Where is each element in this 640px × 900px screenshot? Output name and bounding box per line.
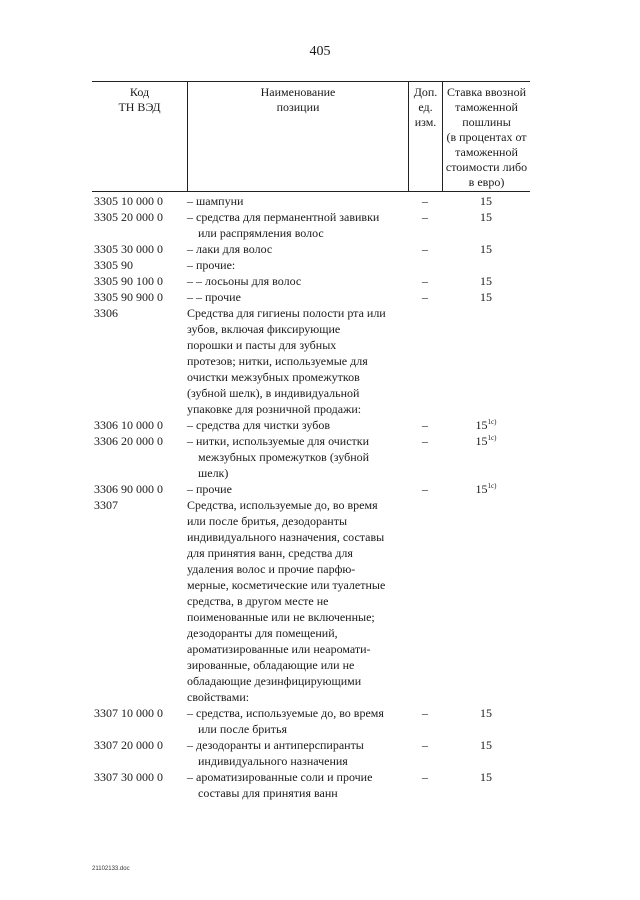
duty-rate-footnote: 1с)	[487, 434, 497, 442]
header-rate-line: Ставка ввозной	[446, 85, 527, 99]
position-name-line: дезодоранты для помещений,	[187, 626, 338, 640]
duty-rate-value: 15	[480, 770, 492, 784]
tnved-code: 3305 90 900 0	[94, 290, 163, 304]
header-unit-line: Доп.	[413, 85, 438, 99]
header-rate-line: таможенной	[455, 100, 518, 114]
header-unit-line: изм.	[414, 115, 437, 129]
position-name-line: упаковке для розничной продажи:	[187, 402, 362, 416]
position-name-line: протезов; нитки, используемые для	[187, 354, 368, 368]
table-row	[92, 289, 530, 305]
duty-rate-footnote: 1с)	[487, 418, 497, 426]
position-name-line: – прочие	[187, 482, 232, 496]
tnved-code: 3305 10 000 0	[94, 194, 163, 208]
duty-rate-value: 15	[480, 706, 492, 720]
position-name-line: – средства для чистки зубов	[187, 418, 330, 432]
duty-rate-value: 15	[480, 290, 492, 304]
position-name	[187, 769, 408, 801]
duty-rate	[442, 433, 530, 481]
duty-rate-value: 15	[480, 738, 492, 752]
header-rate-line: (в процентах от	[446, 130, 527, 144]
table-row	[92, 769, 530, 801]
header-code-line: ТН ВЭД	[118, 100, 161, 114]
additional-unit: –	[422, 242, 428, 256]
position-name	[187, 705, 408, 737]
footer-file-name: 21102133.doc	[92, 866, 130, 872]
position-name-line: – лаки для волос	[187, 242, 273, 256]
duty-rate	[442, 481, 530, 497]
header-rate	[442, 82, 530, 191]
position-name-line: или распрямления волос	[198, 226, 324, 240]
table-row	[92, 481, 530, 497]
header-unit	[408, 82, 442, 191]
position-name-line: – – лосьоны для волос	[187, 274, 302, 288]
position-name	[187, 497, 408, 705]
duty-rate	[442, 737, 530, 769]
position-name-line: средства, в другом месте не	[187, 594, 329, 608]
position-name	[187, 257, 408, 273]
position-name-line: (зубной шелк), в индивидуальной	[187, 386, 360, 400]
position-name	[187, 193, 408, 209]
additional-unit: –	[422, 194, 428, 208]
position-name-line: или после бритья, дезодоранты	[187, 514, 348, 528]
duty-rate-value: 15	[475, 418, 488, 432]
table-row	[92, 209, 530, 241]
duty-rate-value: 15	[480, 194, 492, 208]
position-name-line: – средства, используемые до, во время	[187, 706, 384, 720]
header-rate-line: пошлины	[462, 115, 511, 129]
duty-rate	[442, 273, 530, 289]
additional-unit	[408, 305, 442, 417]
position-name-line: индивидуального назначения	[198, 754, 348, 768]
page-number: 405	[309, 44, 331, 59]
tnved-code: 3306 90 000 0	[94, 482, 163, 496]
table-row	[92, 241, 530, 257]
tariff-table	[92, 81, 530, 801]
position-name-line: индивидуального назначения, составы	[187, 530, 385, 544]
position-name	[187, 289, 408, 305]
position-name-line: свойствами:	[187, 690, 250, 704]
position-name-line: – ароматизированные соли и прочие	[187, 770, 373, 784]
tnved-code: 3305 90	[94, 258, 133, 272]
duty-rate	[442, 193, 530, 209]
additional-unit: –	[422, 290, 428, 304]
duty-rate-value: 15	[475, 482, 488, 496]
header-rate-line: стоимости либо	[445, 160, 528, 174]
tnved-code: 3307	[94, 498, 118, 512]
position-name-line: для принятия ванн, средства для	[187, 546, 353, 560]
duty-rate	[442, 497, 530, 705]
additional-unit	[408, 257, 442, 273]
duty-rate-value: 15	[480, 242, 492, 256]
additional-unit: –	[422, 482, 428, 496]
duty-rate	[442, 305, 530, 417]
position-name-line: – средства для перманентной завивки	[187, 210, 380, 224]
table-row	[92, 705, 530, 737]
header-unit-line: ед.	[418, 100, 433, 114]
header-code-line: Код	[129, 85, 150, 99]
header-name-line: Наименование	[260, 85, 336, 99]
additional-unit: –	[422, 770, 428, 784]
additional-unit	[408, 497, 442, 705]
duty-rate	[442, 257, 530, 273]
position-name	[187, 305, 408, 417]
additional-unit: –	[422, 274, 428, 288]
duty-rate	[442, 289, 530, 305]
position-name-line: мерные, косметические или туалетные	[187, 578, 386, 592]
header-name	[187, 82, 408, 191]
table-row	[92, 417, 530, 433]
position-name-line: поименованные или не включенные;	[187, 610, 375, 624]
additional-unit: –	[422, 706, 428, 720]
position-name-line: зированные, обладающие или не	[187, 658, 355, 672]
table-row	[92, 257, 530, 273]
position-name-line: – дезодоранты и антиперспиранты	[187, 738, 364, 752]
duty-rate	[442, 241, 530, 257]
duty-rate	[442, 769, 530, 801]
table-row	[92, 497, 530, 705]
tnved-code: 3306 10 000 0	[94, 418, 163, 432]
position-name-line: удаления волос и прочие парфю-	[187, 562, 356, 576]
duty-rate	[442, 705, 530, 737]
position-name-line: – нитки, используемые для очистки	[187, 434, 370, 448]
position-name-line: – шампуни	[187, 194, 244, 208]
position-name-line: Средства для гигиены полости рта или	[187, 306, 386, 320]
position-name-line: составы для принятия ванн	[198, 786, 338, 800]
additional-unit: –	[422, 738, 428, 752]
position-name-line: – прочие:	[187, 258, 236, 272]
position-name	[187, 241, 408, 257]
position-name	[187, 481, 408, 497]
additional-unit: –	[422, 434, 428, 448]
table-row	[92, 193, 530, 209]
header-code	[92, 82, 187, 191]
table-row	[92, 737, 530, 769]
tnved-code: 3305 90 100 0	[94, 274, 163, 288]
header-rate-line: таможенной	[455, 145, 518, 159]
tnved-code: 3306	[94, 306, 118, 320]
tnved-code: 3307 10 000 0	[94, 706, 163, 720]
tnved-code: 3306 20 000 0	[94, 434, 163, 448]
duty-rate	[442, 209, 530, 241]
position-name-line: ароматизированные или неаромати-	[187, 642, 371, 656]
table-row	[92, 273, 530, 289]
tnved-code: 3307 30 000 0	[94, 770, 163, 784]
header-name-line: позиции	[276, 100, 320, 114]
duty-rate-value: 15	[480, 274, 492, 288]
duty-rate-value: 15	[475, 434, 488, 448]
position-name-line: очистки межзубных промежутков	[187, 370, 360, 384]
position-name-line: межзубных промежутков (зубной	[198, 450, 370, 464]
header-rate-line: в евро)	[468, 175, 505, 189]
position-name-line: Средства, используемые до, во время	[187, 498, 378, 512]
position-name	[187, 273, 408, 289]
position-name-line: – – прочие	[187, 290, 241, 304]
table-body	[92, 192, 530, 801]
table-row	[92, 305, 530, 417]
duty-rate-value: 15	[480, 210, 492, 224]
additional-unit: –	[422, 418, 428, 432]
tnved-code: 3305 30 000 0	[94, 242, 163, 256]
table-header	[92, 81, 530, 192]
tnved-code: 3305 20 000 0	[94, 210, 163, 224]
duty-rate	[442, 417, 530, 433]
position-name-line: или после бритья	[198, 722, 287, 736]
position-name	[187, 417, 408, 433]
tnved-code: 3307 20 000 0	[94, 738, 163, 752]
position-name	[187, 209, 408, 241]
table-row	[92, 433, 530, 481]
additional-unit: –	[422, 210, 428, 224]
position-name-line: шелк)	[198, 466, 229, 480]
position-name-line: порошки и пасты для зубных	[187, 338, 337, 352]
position-name	[187, 433, 408, 481]
position-name-line: зубов, включая фиксирующие	[187, 322, 341, 336]
position-name	[187, 737, 408, 769]
duty-rate-footnote: 1с)	[487, 482, 497, 490]
position-name-line: обладающие дезинфицирующими	[187, 674, 362, 688]
